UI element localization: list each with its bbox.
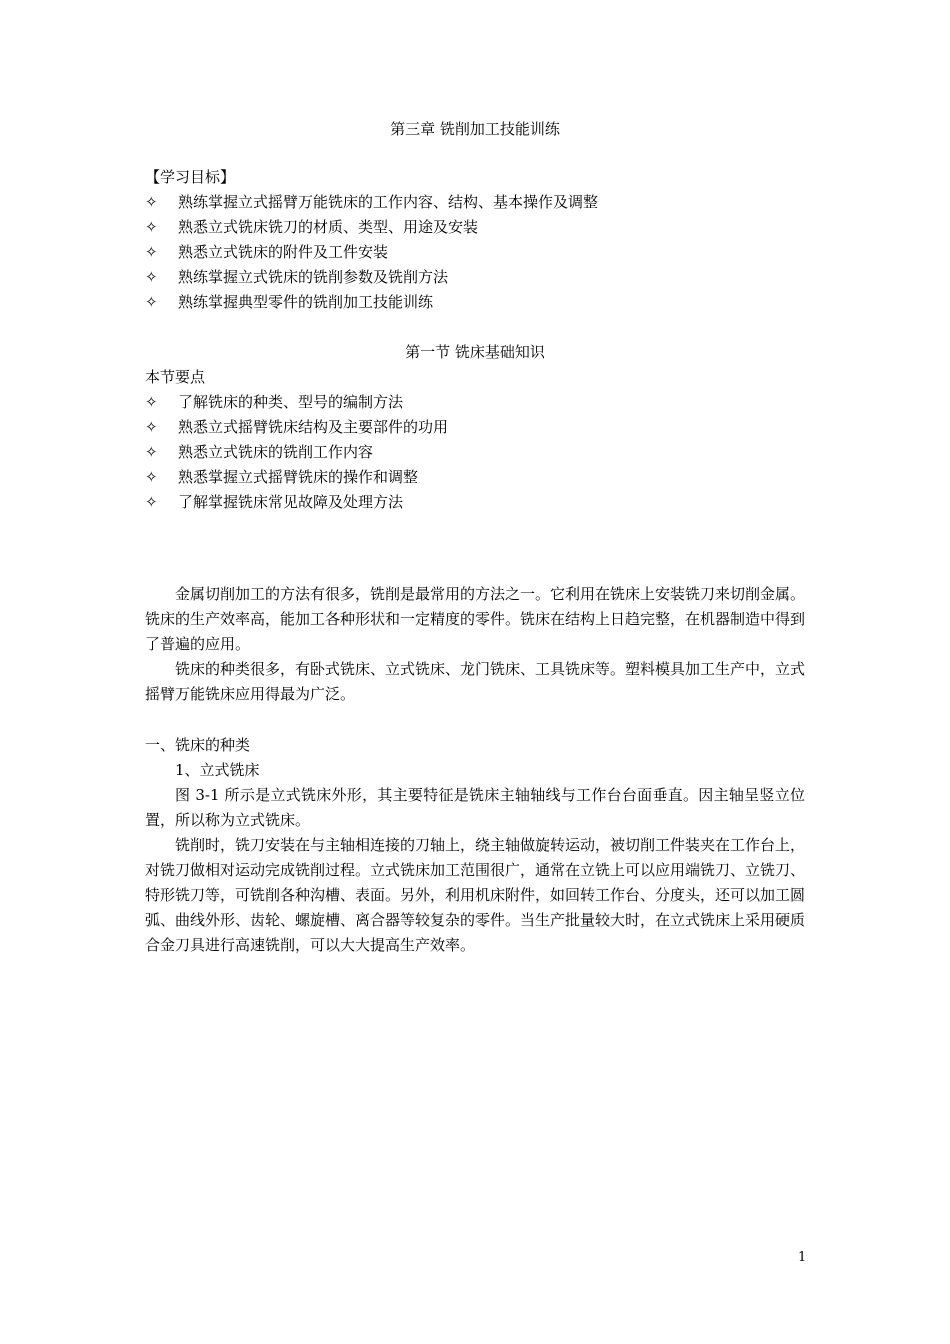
part-heading: 一、铣床的种类 [145, 736, 251, 754]
key-point-item [145, 415, 805, 440]
diamond-bullet-icon: ✧ [145, 443, 158, 461]
key-point-text: 熟悉立式铣床的铣削工作内容 [178, 443, 374, 461]
diamond-bullet-icon: ✧ [145, 293, 158, 311]
objective-text: 熟练掌握立式铣床的铣削参数及铣削方法 [178, 268, 449, 286]
diamond-bullet-icon: ✧ [145, 243, 158, 261]
body-paragraph: 图 3-1 所示是立式铣床外形，其主要特征是铣床主轴轴线与工作台台面垂直。因主轴呈竖立位置，所以称为立式铣床。 [145, 786, 805, 829]
key-point-item [145, 490, 805, 515]
diamond-bullet-icon: ✧ [145, 468, 158, 486]
objective-text: 熟悉立式铣床的附件及工件安装 [178, 243, 389, 261]
diamond-bullet-icon: ✧ [145, 268, 158, 286]
key-point-text: 了解掌握铣床常见故障及处理方法 [178, 493, 404, 511]
body-paragraph: 铣床的种类很多，有卧式铣床、立式铣床、龙门铣床、工具铣床等。塑料模具加工生产中，立式摇臂万能铣床应用得最为广泛。 [145, 660, 806, 703]
objective-item [145, 190, 805, 215]
diamond-bullet-icon: ✧ [145, 418, 158, 436]
document-page [145, 0, 805, 1344]
key-point-text: 熟悉掌握立式摇臂铣床的操作和调整 [178, 468, 419, 486]
objective-item [145, 265, 805, 290]
chapter-title: 第三章 铣削加工技能训练 [390, 120, 560, 138]
diamond-bullet-icon: ✧ [145, 393, 158, 411]
objective-item [145, 215, 805, 240]
key-point-item [145, 440, 805, 465]
objective-item [145, 240, 805, 265]
objective-item [145, 290, 805, 315]
body-paragraph: 金属切削加工的方法有很多，铣削是最常用的方法之一。它利用在铣床上安装铣刀来切削金属。铣床的生产效率高，能加工各种形状和一定精度的零件。铣床在结构上日趋完整，在机器制造中得到了普遍的应用。 [145, 585, 806, 653]
sub-heading: 1、立式铣床 [175, 761, 260, 779]
key-point-text: 了解铣床的种类、型号的编制方法 [178, 393, 404, 411]
diamond-bullet-icon: ✧ [145, 193, 158, 211]
objectives-heading: 【学习目标】 [145, 168, 236, 186]
objective-text: 熟练掌握立式摇臂万能铣床的工作内容、结构、基本操作及调整 [178, 193, 599, 211]
key-points [145, 365, 805, 515]
part-one [145, 733, 805, 958]
intro-text [145, 582, 805, 707]
learning-objectives [145, 165, 805, 315]
page-number: 1 [798, 1250, 807, 1265]
key-point-item [145, 390, 805, 415]
key-point-text: 熟悉立式摇臂铣床结构及主要部件的功用 [178, 418, 449, 436]
diamond-bullet-icon: ✧ [145, 493, 158, 511]
key-points-heading: 本节要点 [145, 368, 206, 386]
objective-text: 熟练掌握典型零件的铣削加工技能训练 [178, 293, 434, 311]
key-point-item [145, 465, 805, 490]
body-paragraph: 铣削时，铣刀安装在与主轴相连接的刀轴上，绕主轴做旋转运动，被切削工件装夹在工作台上，对铣刀做相对运动完成铣削过程。立式铣床加工范围很广，通常在立铣上可以应用端铣刀、立铣刀、特形铣刀等，可铣削各种沟槽、表面。另外，利用机床附件，如回转工作台、分度头，还可以加工圆弧、曲线外形、齿轮、螺旋槽、离合器等较复杂的零件。当生产批量较大时，在立式铣床上采用硬质合金刀具进行高速铣削，可以大大提高生产效率。 [145, 836, 806, 954]
diamond-bullet-icon: ✧ [145, 218, 158, 236]
section-title: 第一节 铣床基础知识 [405, 343, 545, 361]
objective-text: 熟悉立式铣床铣刀的材质、类型、用途及安装 [178, 218, 479, 236]
